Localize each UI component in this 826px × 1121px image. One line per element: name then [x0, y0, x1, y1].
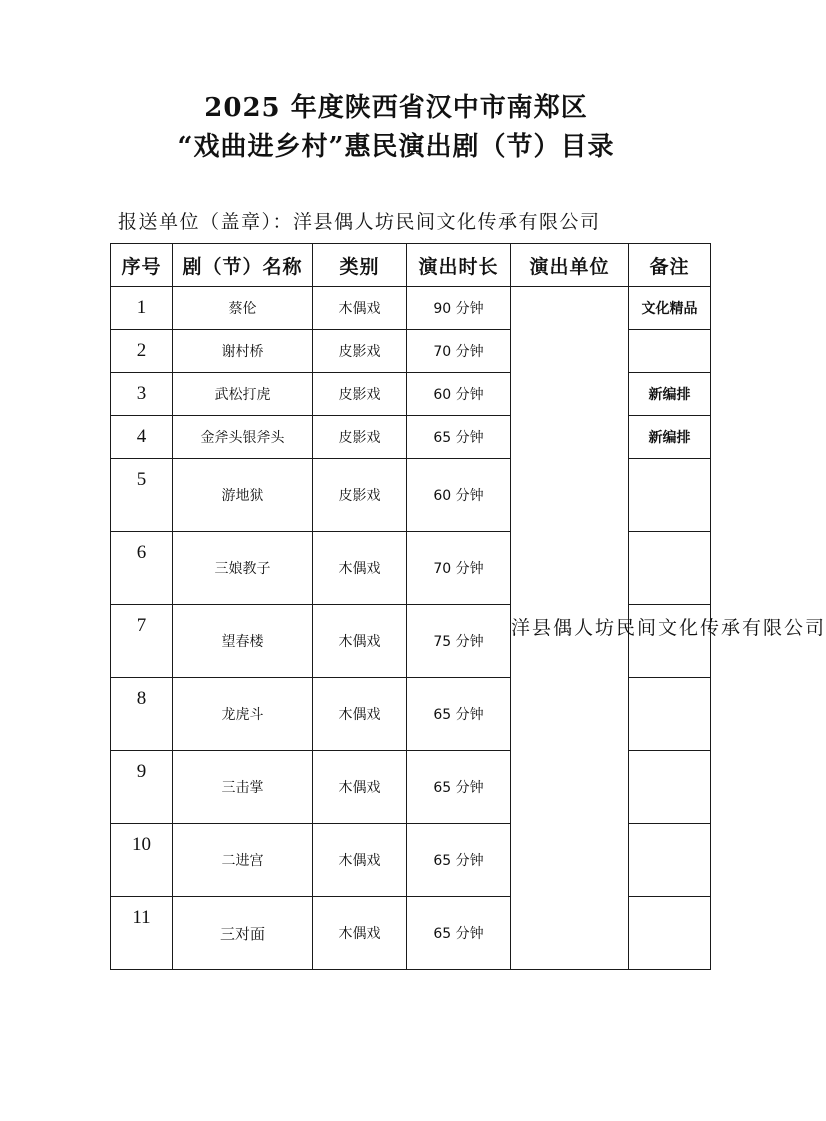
row-note [629, 751, 711, 824]
row-category: 木偶戏 [313, 532, 407, 605]
row-no: 11 [111, 897, 173, 970]
row-duration: 65 分钟 [407, 824, 511, 897]
header-name: 剧（节）名称 [173, 244, 313, 287]
row-category: 皮影戏 [313, 330, 407, 373]
performing-unit: 洋县偶人坊民间文化传承有限公司 [511, 287, 629, 970]
row-no: 5 [111, 459, 173, 532]
row-name: 三击掌 [173, 751, 313, 824]
row-name: 游地狱 [173, 459, 313, 532]
row-no: 2 [111, 330, 173, 373]
row-no: 8 [111, 678, 173, 751]
row-duration: 65 分钟 [407, 416, 511, 459]
header-duration: 演出时长 [407, 244, 511, 287]
row-category: 皮影戏 [313, 459, 407, 532]
row-note [629, 678, 711, 751]
row-category: 木偶戏 [313, 678, 407, 751]
header-category: 类别 [313, 244, 407, 287]
row-no: 9 [111, 751, 173, 824]
row-duration: 75 分钟 [407, 605, 511, 678]
row-duration: 70 分钟 [407, 532, 511, 605]
row-category: 木偶戏 [313, 897, 407, 970]
row-name: 金斧头银斧头 [173, 416, 313, 459]
row-category: 木偶戏 [313, 824, 407, 897]
document-title-line-1: 2025 年度陕西省汉中市南郑区 [204, 93, 588, 123]
row-duration: 65 分钟 [407, 678, 511, 751]
header-unit: 演出单位 [511, 244, 629, 287]
row-note [629, 897, 711, 970]
row-no: 6 [111, 532, 173, 605]
document-title-line-2: “戏曲进乡村”惠民演出剧（节）目录 [177, 132, 615, 162]
table-header-row [111, 244, 711, 287]
row-name: 蔡伦 [173, 287, 313, 330]
row-no: 10 [111, 824, 173, 897]
table-row [111, 287, 711, 330]
row-note [629, 824, 711, 897]
row-note [629, 459, 711, 532]
row-name: 武松打虎 [173, 373, 313, 416]
row-category: 皮影戏 [313, 416, 407, 459]
row-category: 木偶戏 [313, 605, 407, 678]
row-name: 二进宫 [173, 824, 313, 897]
header-no: 序号 [111, 244, 173, 287]
header-note: 备注 [629, 244, 711, 287]
row-note: 新编排 [629, 373, 711, 416]
row-category: 皮影戏 [313, 373, 407, 416]
row-duration: 70 分钟 [407, 330, 511, 373]
row-note: 文化精品 [629, 287, 711, 330]
program-catalog-table [110, 243, 826, 970]
submitting-unit: 报送单位（盖章）：洋县偶人坊民间文化传承有限公司 [118, 211, 601, 233]
row-category: 木偶戏 [313, 751, 407, 824]
row-note [629, 605, 711, 678]
row-note [629, 532, 711, 605]
row-no: 7 [111, 605, 173, 678]
row-name: 谢村桥 [173, 330, 313, 373]
row-duration: 65 分钟 [407, 897, 511, 970]
row-no: 3 [111, 373, 173, 416]
row-duration: 90 分钟 [407, 287, 511, 330]
row-duration: 65 分钟 [407, 751, 511, 824]
row-no: 4 [111, 416, 173, 459]
row-name: 望春楼 [173, 605, 313, 678]
row-duration: 60 分钟 [407, 459, 511, 532]
row-category: 木偶戏 [313, 287, 407, 330]
row-duration: 60 分钟 [407, 373, 511, 416]
row-name: 三娘教子 [173, 532, 313, 605]
row-note: 新编排 [629, 416, 711, 459]
row-note [629, 330, 711, 373]
row-name: 三对面 [173, 897, 313, 970]
row-name: 龙虎斗 [173, 678, 313, 751]
row-no: 1 [111, 287, 173, 330]
